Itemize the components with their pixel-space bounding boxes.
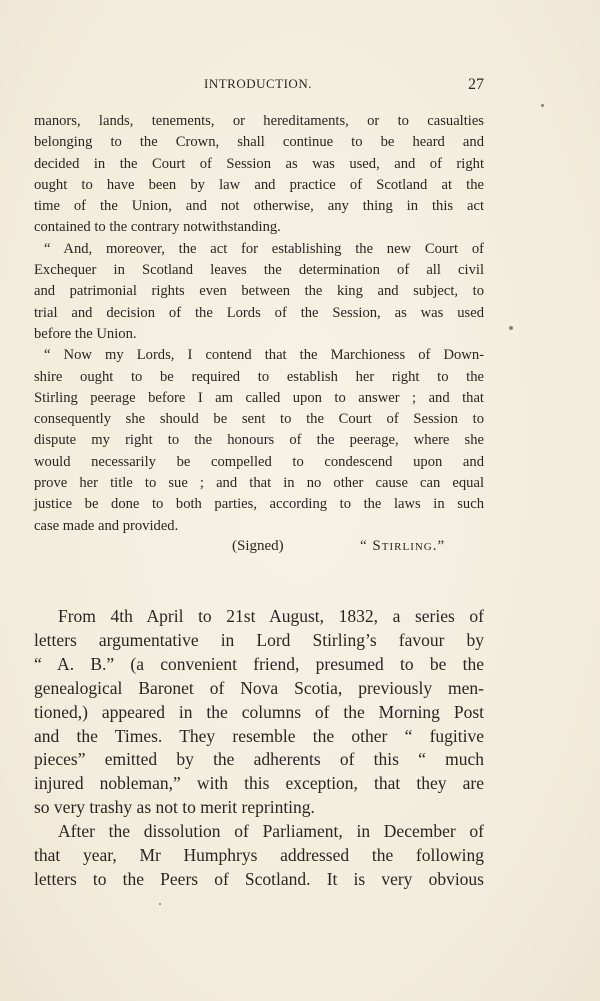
text-line: dispute my right to the honours of the peerage, where she xyxy=(34,432,484,449)
signature-name: “ Stirling.” xyxy=(360,538,446,554)
page-number: 27 xyxy=(468,76,484,93)
text-line: pieces” emitted by the adherents of this “ much xyxy=(34,749,484,770)
text-line: tioned,) appeared in the columns of the Morning Post xyxy=(34,701,484,722)
text-line: Exchequer in Scotland leaves the determination of all civil xyxy=(34,262,484,279)
text-line: and patrimonial rights even between the king and subject, to xyxy=(34,283,484,300)
text-line: injured nobleman,” with this exception, that they are xyxy=(34,773,484,794)
text-line: shire ought to be required to establish her right to the xyxy=(34,368,484,385)
text-line: genealogical Baronet of Nova Scotia, previously men- xyxy=(34,677,484,698)
text-line: manors, lands, tenements, or hereditaments, or to casualties xyxy=(34,113,484,129)
text-line: case made and provided. xyxy=(34,517,179,534)
text-line: before the Union. xyxy=(34,325,137,342)
signature-line xyxy=(34,538,484,560)
signature-label: (Signed) xyxy=(232,538,284,554)
text-line: Stirling peerage before I am called upon to answer ; and that xyxy=(34,389,484,406)
text-line: contained to the contrary notwithstanding. xyxy=(34,219,281,236)
text-line: and the Times. They resemble the other “ fugitive xyxy=(34,725,484,746)
paper-speck xyxy=(509,326,513,330)
text-line: From 4th April to 21st August, 1832, a series of xyxy=(58,606,484,626)
paper-speck xyxy=(541,104,544,107)
running-head: INTRODUCTION. xyxy=(204,76,312,91)
narrative-text xyxy=(34,605,484,892)
page-header xyxy=(34,76,484,96)
text-line: ought to have been by law and practice of Scotland at the xyxy=(34,176,484,193)
quoted-petition-text xyxy=(34,111,484,537)
text-line: decided in the Court of Session as was used, and of right xyxy=(34,155,484,172)
text-line: letters argumentative in Lord Stirling’s favour by xyxy=(34,629,484,650)
text-line: letters to the Peers of Scotland. It is very obvious xyxy=(34,868,484,889)
text-line: so very trashy as not to merit reprinting. xyxy=(34,797,315,818)
text-line: time of the Union, and not otherwise, any thing in this act xyxy=(34,198,484,215)
text-line: consequently she should be sent to the Court of Session to xyxy=(34,411,484,428)
text-line: that year, Mr Humphrys addressed the following xyxy=(34,845,484,866)
text-line: trial and decision of the Lords of the Session, as was used xyxy=(34,304,484,321)
text-line: prove her title to sue ; and that in no other cause can equal xyxy=(34,475,484,492)
text-line: belonging to the Crown, shall continue to be heard and xyxy=(34,134,484,151)
text-line: “ Now my Lords, I contend that the Marchioness of Down- xyxy=(44,347,484,364)
text-line: “ And, moreover, the act for establishing the new Court of xyxy=(44,240,484,257)
text-line: justice be done to both parties, according to the laws in such xyxy=(34,496,484,513)
text-line: would necessarily be compelled to condescend upon and xyxy=(34,453,484,470)
paper-speck xyxy=(159,903,161,905)
text-line: After the dissolution of Parliament, in December of xyxy=(58,821,484,842)
text-line: “ A. B.” (a convenient friend, presumed to be the xyxy=(34,653,484,674)
